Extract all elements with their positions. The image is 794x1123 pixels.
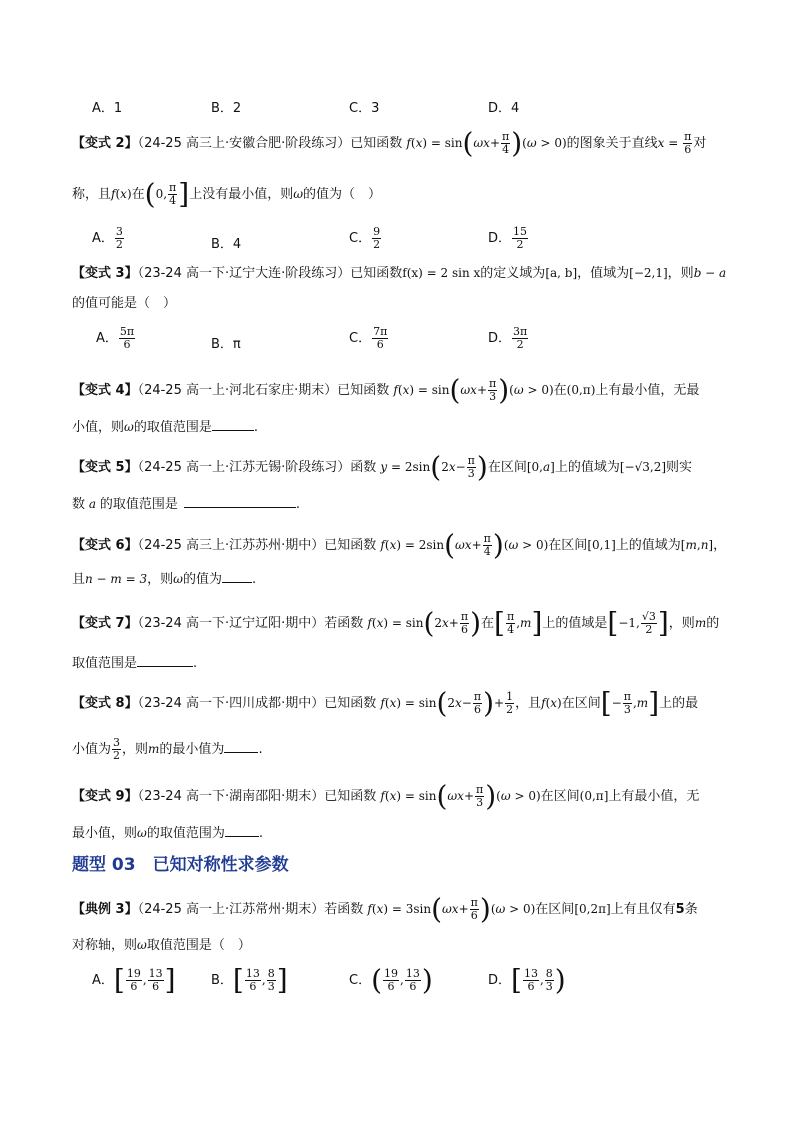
variant-2-option-d[interactable]: D． $\frac{15}{2}$ (488, 225, 528, 251)
example-3-line2: 对称轴，则ω取值范围是（ ） (72, 938, 251, 953)
example-3-option-c[interactable]: C．( $\frac{19}{6}$ , $\frac{13}{6}$ ) (349, 963, 433, 997)
variant-8-line2: 小值为 $\frac{3}{2}$ ，则m的最小值为 . (72, 736, 263, 762)
variant-2-tag: 【变式 2】 (72, 136, 138, 151)
variant-5-line2: 数 a 的取值范围是 . (72, 493, 300, 515)
variant-2-option-b[interactable]: B．4 (211, 237, 242, 252)
variant-2-option-a[interactable]: A． $\frac{3}{2}$ (92, 225, 123, 251)
variant-9-line1: 【变式 9】（23-24 高一下·湖南邵阳·期末）已知函数 f(x) = sin(ωx+ $\frac{\pi}{3}$ )(ω > 0)在区间(0,π]上有最小值，无 (72, 779, 700, 813)
variant-8-tag: 【变式 8】 (72, 696, 138, 711)
variant-4-line2: 小值，则ω的取值范围是 . (72, 416, 258, 438)
answer-blank[interactable] (225, 822, 259, 837)
variant-3-option-c[interactable]: C． $\frac{7\pi}{6}$ (349, 325, 388, 351)
example-3-option-b[interactable]: B．[ $\frac{13}{6}$ , $\frac{8}{3}$ ] (211, 963, 288, 997)
answer-blank[interactable] (224, 738, 258, 753)
variant-3-option-d[interactable]: D． $\frac{3\pi}{2}$ (488, 325, 528, 351)
variant-5-line1: 【变式 5】（24-25 高一上·江苏无锡·阶段练习）函数 y = 2sin(2x− $\frac{\pi}{3}$ )在区间[0,a]上的值域为[−√3,2]则实 (72, 450, 693, 484)
variant-9-line2: 最小值，则ω的取值范围为 . (72, 822, 263, 844)
option-a[interactable]: A．1 (92, 101, 123, 116)
example-3-option-a[interactable]: A．[ $\frac{19}{6}$ , $\frac{13}{6}$ ] (92, 963, 176, 997)
variant-3-tag: 【变式 3】 (72, 266, 138, 281)
variant-9-tag: 【变式 9】 (72, 789, 138, 804)
variant-2-line1: 【变式 2】（24-25 高三上·安徽合肥·阶段练习）已知函数 f(x) = sin(ωx+ $\frac{\pi}{4}$ )(ω > 0)的图象关于直线x = $\frac{\pi}{6}$ 对 (72, 126, 707, 160)
variant-6-line2: 且n − m = 3，则ω的值为 . (72, 568, 256, 590)
answer-blank[interactable] (184, 493, 296, 508)
variant-7-line1: 【变式 7】（23-24 高一下·辽宁辽阳·期中）若函数 f(x) = sin(2x+ $\frac{\pi}{6}$ )在[ $\frac{\pi}{4}$ ,m]上的值域是[−1, $\frac{√3}{2}$ ]，则m的 (72, 606, 720, 640)
answer-blank[interactable] (212, 416, 254, 431)
variant-4-tag: 【变式 4】 (72, 383, 138, 398)
variant-8-line1: 【变式 8】（23-24 高一下·四川成都·期中）已知函数 f(x) = sin(2x− $\frac{\pi}{6}$ )+ $\frac{1}{2}$ ，且f(x)在区间[− $\frac{\pi}{3}$ ,m]上的最 (72, 686, 699, 720)
variant-2-option-c[interactable]: C． $\frac{9}{2}$ (349, 225, 381, 251)
variant-4-line1: 【变式 4】（24-25 高一上·河北石家庄·期末）已知函数 f(x) = sin(ωx+ $\frac{\pi}{3}$ )(ω > 0)在(0,π)上有最小值，无最 (72, 373, 700, 407)
variant-6-tag: 【变式 6】 (72, 538, 138, 553)
example-3-option-d[interactable]: D．[ $\frac{13}{6}$ , $\frac{8}{3}$ ) (488, 963, 566, 997)
answer-blank[interactable] (222, 568, 252, 583)
variant-3-option-b[interactable]: B．π (211, 337, 241, 352)
variant-6-line1: 【变式 6】（24-25 高三上·江苏苏州·期中）已知函数 f(x) = 2sin(ωx+ $\frac{\pi}{4}$ )(ω > 0)在区间[0,1]上的值域为[m,n]， (72, 528, 727, 562)
variant-7-tag: 【变式 7】 (72, 616, 138, 631)
variant-3-line1: 【变式 3】（23-24 高一下·辽宁大连·阶段练习）已知函数f(x) = 2 sin x的定义域为[a, b]，值域为[−2,1]，则b − a (72, 266, 727, 281)
variant-2-line2: 称，且f(x)在(0, $\frac{\pi}{4}$ ]上没有最小值，则ω的值为（ ） (72, 177, 382, 211)
variant-3-option-a[interactable]: A． $\frac{5\pi}{6}$ (96, 325, 135, 351)
option-d[interactable]: D．4 (488, 101, 520, 116)
answer-blank[interactable] (137, 652, 193, 667)
variant-7-line2: 取值范围是 . (72, 652, 197, 674)
variant-5-tag: 【变式 5】 (72, 460, 138, 475)
example-3-tag: 【典例 3】 (72, 902, 138, 917)
variant-3-line2: 的值可能是（ ） (72, 296, 177, 311)
option-b[interactable]: B．2 (211, 101, 242, 116)
section-heading: 题型 03 已知对称性求参数 (72, 855, 289, 875)
option-c[interactable]: C．3 (349, 101, 380, 116)
example-3-line1: 【典例 3】（24-25 高一上·江苏常州·期末）若函数 f(x) = 3sin(ωx+ $\frac{\pi}{6}$ )(ω > 0)在区间[0,2π]上有且仅有5条 (72, 892, 698, 926)
